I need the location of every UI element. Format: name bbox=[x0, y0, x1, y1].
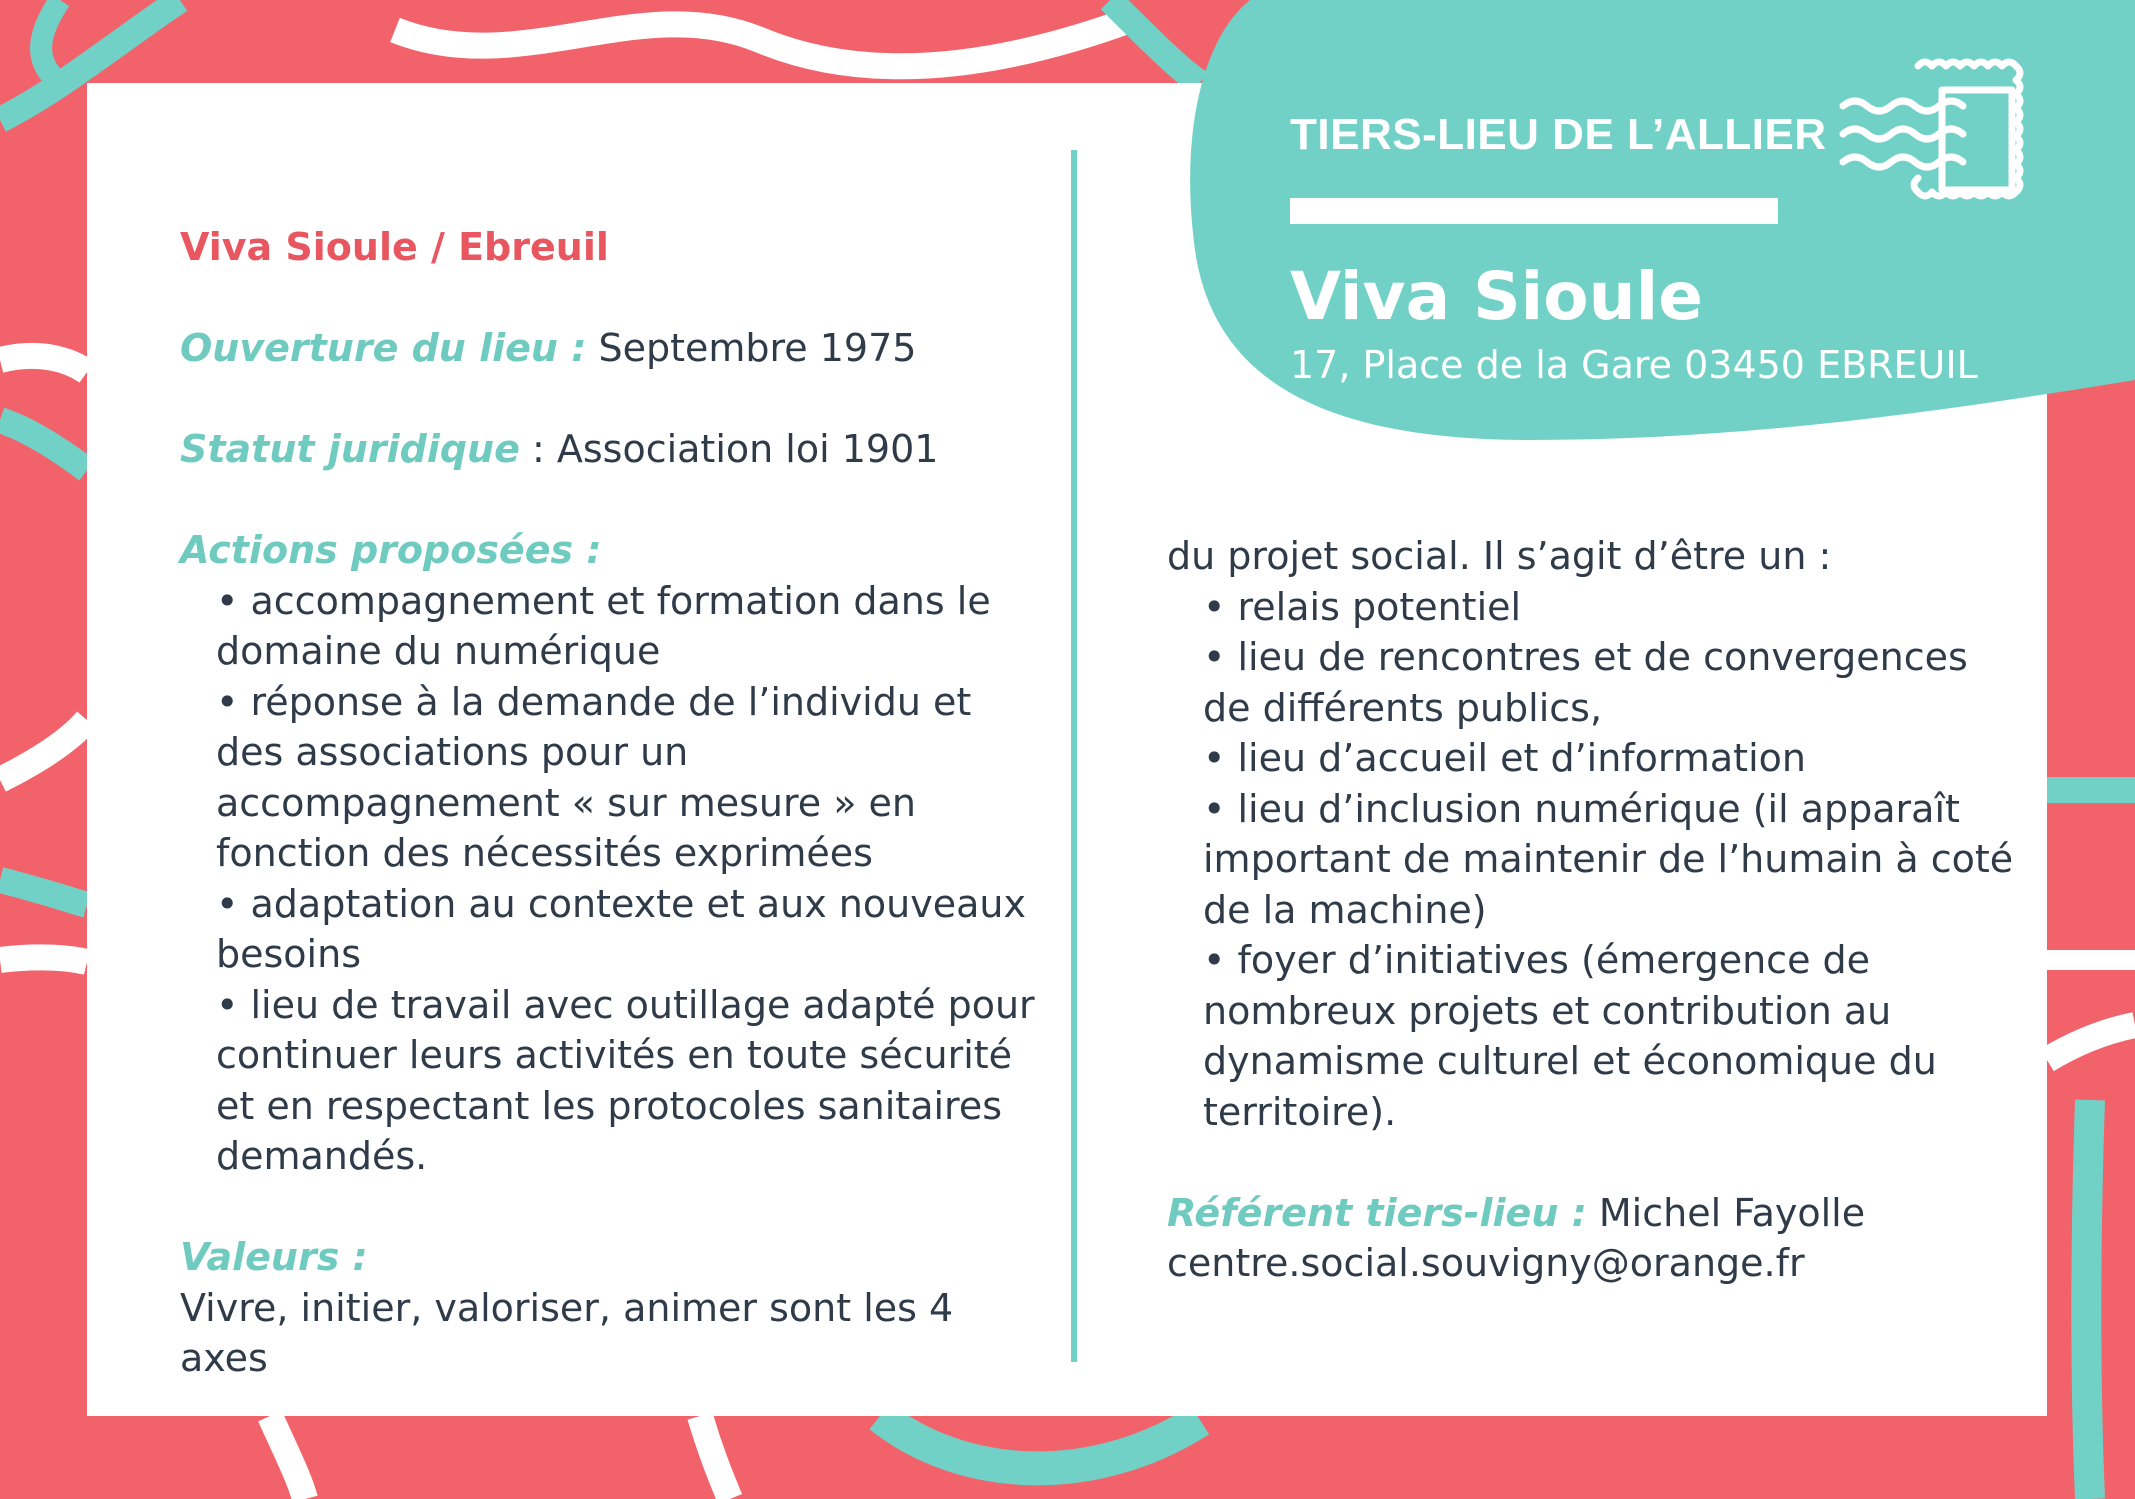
place-title: Viva Sioule / Ebreuil bbox=[180, 225, 609, 269]
list-item: • lieu de travail avec outillage adapté pour continuer leurs activités en toute sécurité et en respectant les protocoles sanitaires demandés. bbox=[216, 980, 1040, 1182]
list-item: • relais potentiel bbox=[1203, 582, 2027, 633]
roles-list bbox=[1167, 582, 2027, 1138]
right-column bbox=[1167, 531, 2027, 1289]
referent-line bbox=[1167, 1188, 2027, 1239]
contact-email[interactable]: centre.social.souvigny@orange.fr bbox=[1167, 1241, 1805, 1285]
opening-line bbox=[180, 323, 1040, 374]
list-item: • adaptation au contexte et aux nouveaux besoins bbox=[216, 879, 1040, 980]
list-item: • foyer d’initiatives (émergence de nombreux projets et contribution au dynamisme culturel et économique du territoire). bbox=[1203, 935, 2027, 1137]
list-item: • réponse à la demande de l’individu et des associations pour un accompagnement « sur mesure » en fonction des nécessités exprimées bbox=[216, 677, 1040, 879]
list-item: • lieu d’accueil et d’information bbox=[1203, 733, 2027, 784]
values-text: Vivre, initier, valoriser, animer sont les 4 axes bbox=[180, 1285, 954, 1380]
list-item: • lieu de rencontres et de convergences de différents publics, bbox=[1203, 632, 2027, 733]
opening-value: Septembre 1975 bbox=[586, 326, 917, 370]
postage-stamp-icon bbox=[1838, 56, 2063, 231]
left-column bbox=[180, 222, 1040, 1384]
list-item: • lieu d’inclusion numérique (il apparaît important de maintenir de l’humain à coté de la machine) bbox=[1203, 784, 2027, 936]
actions-list bbox=[180, 576, 1040, 1182]
header-category: TIERS-LIEU DE L’ALLIER bbox=[1290, 110, 1827, 159]
referent-label: Référent tiers-lieu : bbox=[1167, 1190, 1587, 1235]
continuation-text: du projet social. Il s’agit d’être un : bbox=[1167, 534, 1832, 578]
header-address: 17, Place de la Gare 03450 EBREUIL bbox=[1290, 343, 1978, 387]
referent-name: Michel Fayolle bbox=[1586, 1190, 1866, 1235]
actions-label: Actions proposées : bbox=[180, 528, 602, 572]
opening-label: Ouverture du lieu : bbox=[180, 326, 587, 370]
header-underline bbox=[1290, 198, 1778, 224]
status-label: Statut juridique bbox=[180, 427, 520, 471]
header-place-name: Viva Sioule bbox=[1290, 258, 1703, 335]
status-value: : Association loi 1901 bbox=[519, 427, 939, 471]
column-divider bbox=[1071, 150, 1077, 1362]
status-line bbox=[180, 424, 1040, 475]
values-label: Valeurs : bbox=[180, 1235, 368, 1279]
list-item: • accompagnement et formation dans le domaine du numérique bbox=[216, 576, 1040, 677]
